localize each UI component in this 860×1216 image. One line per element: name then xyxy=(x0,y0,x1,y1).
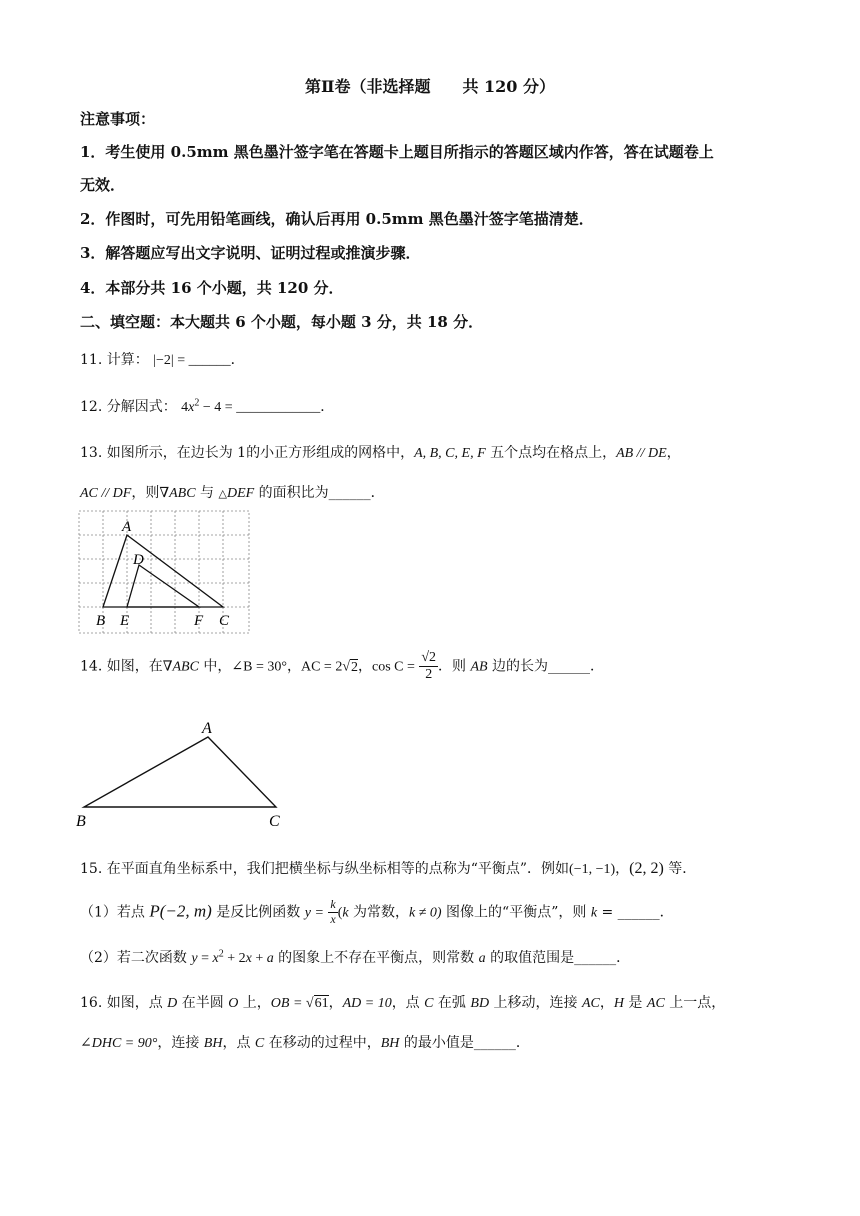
point-p: P(−2, m) xyxy=(149,901,212,921)
example-point-2: (2, 2) xyxy=(629,860,664,877)
k-over-x-fraction: $\frac{k}{x}$ xyxy=(330,897,336,926)
label-b: B xyxy=(76,813,86,830)
question-11 xyxy=(80,349,245,369)
triangle-abc: ABC xyxy=(172,659,199,675)
notice-heading: 注意事项： xyxy=(80,110,156,128)
label-b: B xyxy=(96,613,106,629)
triangle-abc-shape xyxy=(103,535,223,607)
section-title: 第Ⅱ卷（非选择题 共 120 分） xyxy=(304,77,556,96)
question-16-line-2: ∠DHC = 90°，连接 BH，点 C 在移动的过程中，BH 的最小值是______． xyxy=(80,1035,530,1051)
label-e: E xyxy=(120,613,130,629)
question-text: 计算： xyxy=(106,352,149,368)
question-text: 分解因式： xyxy=(106,399,177,415)
angle-b: ∠B = 30° xyxy=(231,659,287,675)
label-a: A xyxy=(122,519,132,535)
notice-item-3: 3．解答题应写出文字说明、证明过程或推演步骤． xyxy=(80,244,421,262)
answer-blank: = ____________． xyxy=(221,400,335,415)
quadratic-function: y xyxy=(191,951,198,966)
ob-length: OB = √61 xyxy=(270,996,329,1011)
points-list: A, B, C, E, F xyxy=(414,446,486,461)
triangle-def-shape xyxy=(127,565,199,607)
notice-item-1: 1．考生使用 0.5mm 黑色墨汁签字笔在答题卡上题目所指示的答题区域内作答，答在试题卷上 xyxy=(80,143,714,161)
parallel-condition-2: AC // DF xyxy=(80,486,132,501)
notice-item-2: 2．作图时，可先用铅笔画线，确认后再用 0.5mm 黑色墨汁签字笔描清楚． xyxy=(80,210,594,228)
notice-item-4: 4．本部分共 16 个小题，共 120 分． xyxy=(80,279,344,297)
cos-c: cos C = xyxy=(372,659,415,675)
question-15-intro: 15. 在平面直角坐标系中，我们把横坐标与纵坐标相等的点称为“平衡点”．例如(−1, −1)，(2, 2) 等． xyxy=(80,860,697,877)
question-number: 15. xyxy=(80,861,103,877)
abs-expression: |−2| xyxy=(153,353,174,368)
q13-grid-figure xyxy=(78,510,252,636)
polynomial-expression: $4x^2 - 4$ xyxy=(181,397,222,415)
question-number: 13. xyxy=(80,445,103,461)
label-c: C xyxy=(269,813,280,830)
triangle-abc: ABC xyxy=(169,486,196,501)
question-number: 12. xyxy=(80,399,103,415)
triangle-def: DEF xyxy=(226,486,255,501)
question-13-line-1: 13. 如图所示，在边长为 1的小正方形组成的网格中，A, B, C, E, F 五个点均在格点上，AB // DE， xyxy=(80,445,681,461)
k-condition: k ≠ 0) xyxy=(409,905,442,921)
question-14: 14. 如图，在∇ABC 中，∠B = 30°，AC = 2√2，cos C = $\frac{√2}{2}$ ．则 AB 边的长为______． xyxy=(80,650,605,683)
example-point-1: (−1, −1) xyxy=(569,862,616,877)
label-f: F xyxy=(194,613,204,629)
question-15-part-2: （2）若二次函数 $y = x^2 + 2x + a$ 的图象上不存在平衡点，则常数 a 的取值范围是______． xyxy=(80,948,631,966)
q14-triangle-figure xyxy=(70,716,300,832)
label-a: A xyxy=(202,720,212,737)
triangle-shape xyxy=(84,737,276,807)
section-2-heading: 二、填空题：本大题共 6 个小题，每小题 3 分，共 18 分． xyxy=(80,313,484,331)
ad-length: AD = 10 xyxy=(342,996,392,1011)
answer-blank: = ______． xyxy=(173,353,245,368)
question-13-line-2: AC // DF，则∇ABC 与 △DEF 的面积比为______． xyxy=(80,485,385,501)
ac-length: AC = 2√2 xyxy=(300,659,358,675)
question-number: 11. xyxy=(80,352,103,368)
question-12 xyxy=(80,396,334,416)
label-c: C xyxy=(219,613,230,629)
label-d: D xyxy=(133,552,144,568)
question-16-line-1: 16. 如图，点 D 在半圆 O 上，OB = √61，AD = 10，点 C 在弧 BD 上移动，连接 AC，H 是 AC 上一点， xyxy=(80,995,726,1011)
question-number: 16. xyxy=(80,995,103,1011)
notice-item-1-cont: 无效． xyxy=(80,176,126,194)
parallel-condition-1: AB // DE xyxy=(616,446,667,461)
angle-dhc: ∠DHC = 90° xyxy=(80,1036,158,1051)
question-15-part-1: （1）若点 P(−2, m) 是反比例函数 y = $\frac{k}{x}$ (k 为常数，k ≠ 0) 图像上的“平衡点”，则 k = ______． xyxy=(80,897,674,926)
question-number: 14. xyxy=(80,658,103,675)
cos-c-fraction: $\frac{√2}{2}$ xyxy=(421,650,437,683)
